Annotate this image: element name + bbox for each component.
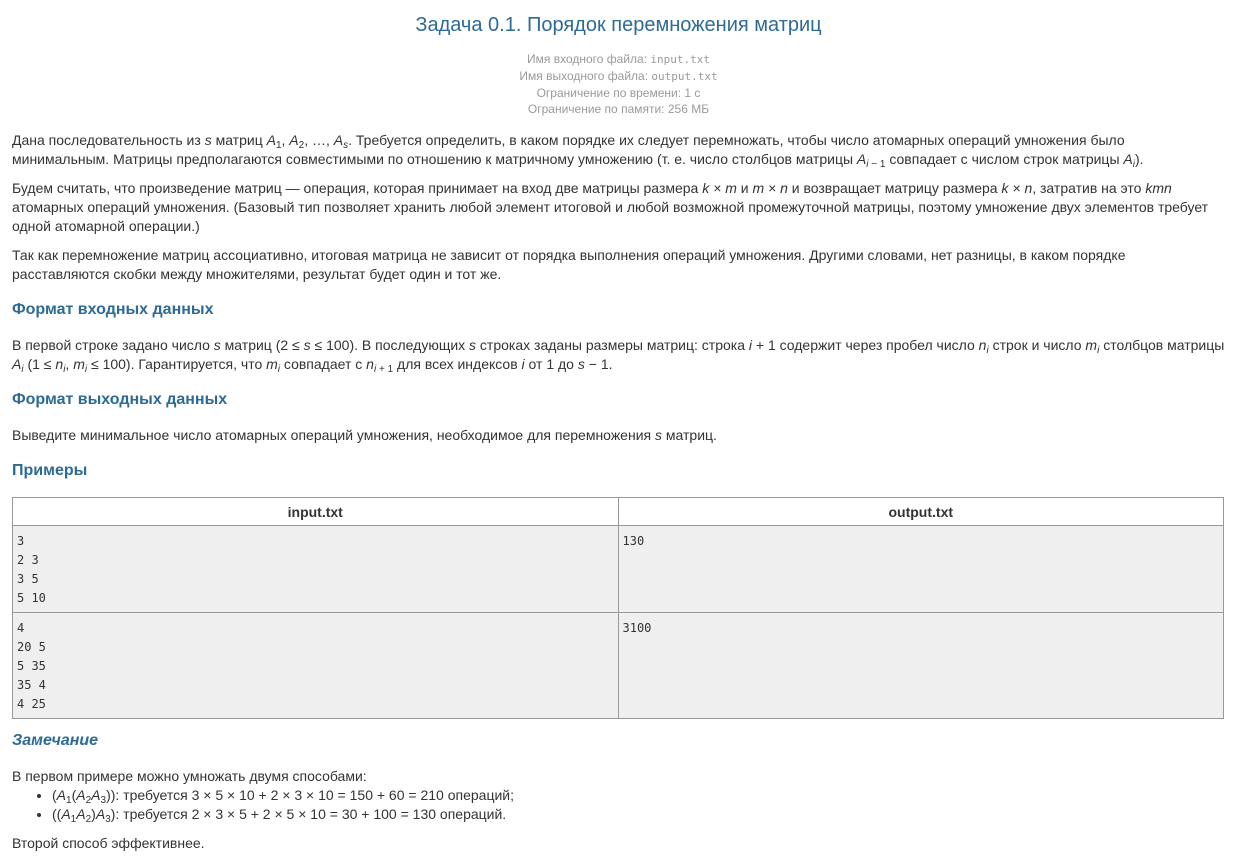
input-file-label: Имя входного файла: xyxy=(527,52,648,66)
statement-paragraph-2: Будем считать, что произведение матриц — операция, которая принимает на вход две матрицы размера k × m и m × n и возвращает матрицу размера k × n, затратив на это kmn атомарных операций умножения. (Базовый тип позволяет хранить любой элемент итоговой и любой возможной промежуточной матрицы, поэтому умножение двух элементов требует одной атомарной операции.) xyxy=(12,180,1209,234)
example-input-cell xyxy=(13,526,619,613)
input-format-text: В первой строке задано число s матриц (2 ≤ s ≤ 100). В последующих s строках заданы размеры матриц: строка i + 1 содержит через пробел число $n_i$ строк и число $m_i$ столбцов матрицы $A_i$ ($1 \le n_i$, $m_i \le 100$). Гарантируется, что $m_i$ совпадает с $n_{i + 1}$ для всех индексов i от 1 до s − 1. xyxy=(12,337,1225,375)
table-row xyxy=(13,526,1224,613)
example-input-cell xyxy=(13,613,619,719)
output-file-name: output.txt xyxy=(651,70,718,83)
output-file-line xyxy=(12,68,1225,85)
note-intro: В первом примере можно умножать двумя способами: xyxy=(12,768,367,784)
examples-header-row xyxy=(13,498,1224,526)
examples-heading: Примеры xyxy=(12,462,88,479)
example-2-output: 3100 xyxy=(622,621,652,635)
statement-paragraph-3: Так как перемножение матриц ассоциативно, итоговая матрица не зависит от порядка выполнения операций умножения. Другими словами, нет разницы, в каком порядке расставляются скобки между множителями, результат будет один и тот же. xyxy=(12,247,1126,282)
table-row xyxy=(13,613,1224,719)
note-list xyxy=(12,786,514,824)
input-file-name: input.txt xyxy=(650,53,710,66)
input-format-heading: Формат входных данных xyxy=(12,301,214,318)
statement-paragraph-1: Дана последовательность из s матриц $A_1$, $A_2$, …, $A_s$. Требуется определить, в каком порядке их следует перемножать, чтобы число атомарных операций умножения было минимальным. Матрицы предполагаются совместимыми по отношению к матричному умножению (т. е. число столбцов матрицы $A_{i - 1}$ совпадает с числом строк матрицы $A_i$). xyxy=(12,132,1144,170)
example-1-output: 130 xyxy=(622,534,645,548)
example-output-cell xyxy=(618,526,1224,613)
column-header-input: input.txt xyxy=(13,498,619,526)
input-file-line xyxy=(12,51,1225,68)
example-2-input: 4 20 5 5 35 35 4 4 25 xyxy=(17,621,46,711)
output-format-heading: Формат выходных данных xyxy=(12,391,228,408)
list-item: • $((A_1A_2)A_3)$: требуется 2 × 3 × 5 + 2 × 5 × 10 = 30 + 100 = 130 операций. xyxy=(52,805,514,824)
example-1-input: 3 2 3 3 5 5 10 xyxy=(17,534,46,605)
memory-limit: Ограничение по памяти: 256 МБ xyxy=(527,102,710,116)
note-heading: Замечание xyxy=(12,732,99,749)
problem-limits xyxy=(12,51,1225,117)
output-format-text: Выведите минимальное число атомарных операций умножения, необходимое для перемножения s матриц. xyxy=(12,427,717,443)
page-title: Задача 0.1. Порядок перемножения матриц xyxy=(415,14,822,36)
list-item: • $(A_1(A_2A_3))$: требуется 3 × 5 × 10 + 2 × 3 × 10 = 150 + 60 = 210 операций; xyxy=(52,786,514,805)
note-conclusion: Второй способ эффективнее. xyxy=(12,835,205,851)
examples-table xyxy=(12,497,1224,719)
time-limit: Ограничение по времени: 1 с xyxy=(536,86,701,100)
example-output-cell xyxy=(618,613,1224,719)
output-file-label: Имя выходного файла: xyxy=(519,69,649,83)
column-header-output: output.txt xyxy=(618,498,1224,526)
